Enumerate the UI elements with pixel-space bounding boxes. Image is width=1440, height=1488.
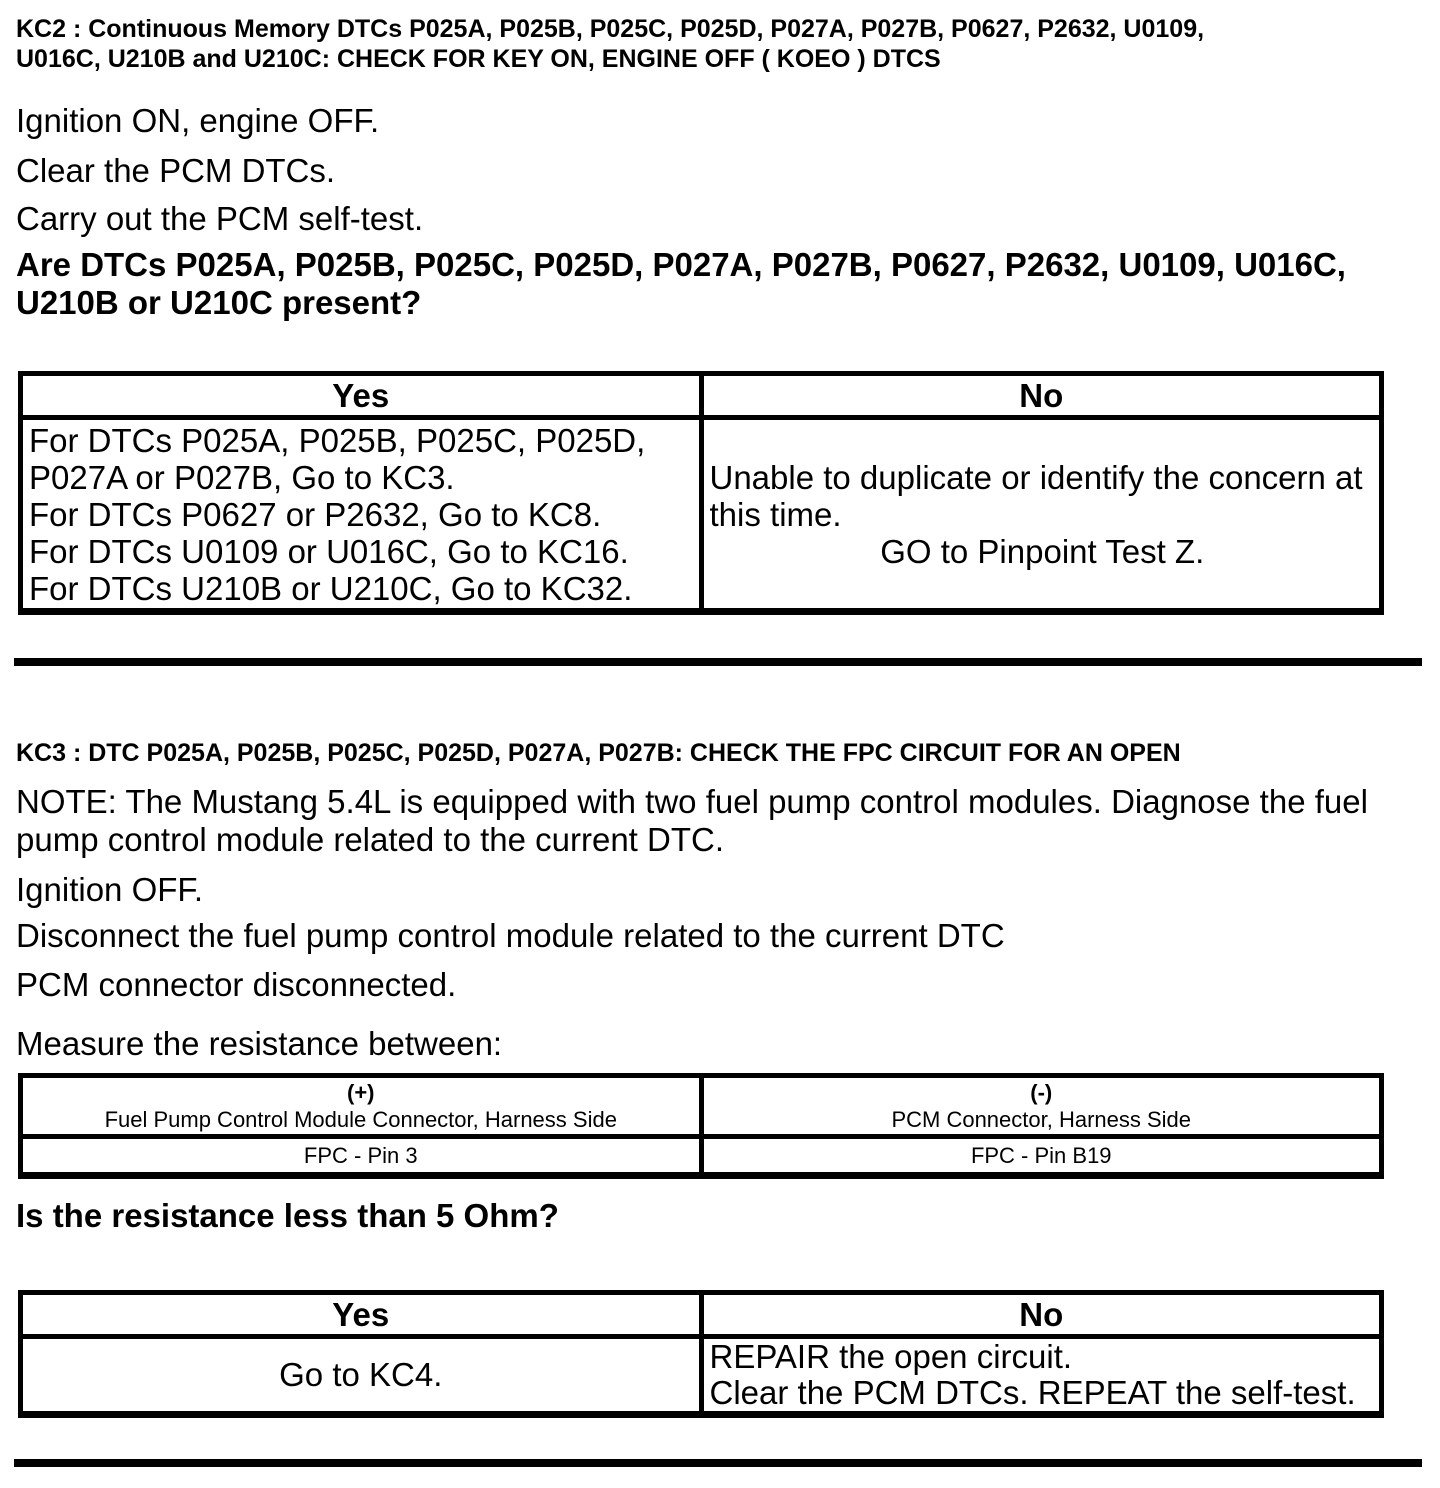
kc3-minus-pin-cell: FPC - Pin B19	[701, 1137, 1382, 1176]
kc2-result-table-header-row	[21, 374, 1382, 418]
kc3-minus-sign: (-)	[1030, 1080, 1053, 1105]
kc3-measurement-header-row	[21, 1076, 1382, 1137]
kc3-result-table-header-row	[21, 1293, 1382, 1337]
bottom-rule	[14, 1459, 1422, 1467]
kc3-no-cell	[701, 1337, 1382, 1415]
kc3-minus-header-cell	[701, 1076, 1382, 1137]
kc2-heading	[16, 14, 1400, 74]
pinpoint-test-document	[0, 14, 1440, 1488]
kc3-heading: KC3 : DTC P025A, P025B, P025C, P025D, P027A, P027B: CHECK THE FPC CIRCUIT FOR AN OPEN	[16, 739, 1181, 767]
kc2-result-table-body-row	[21, 418, 1382, 612]
section-divider-rule	[14, 658, 1422, 666]
kc3-no-header: No	[701, 1293, 1382, 1337]
kc2-yes-header: Yes	[21, 374, 702, 418]
kc3-result-table	[18, 1290, 1384, 1418]
kc3-plus-header-cell	[21, 1076, 702, 1137]
kc3-note: NOTE: The Mustang 5.4L is equipped with two fuel pump control modules. Diagnose the fuel pump control module related to the current DTC.	[16, 783, 1368, 858]
kc3-step-ignition-off: Ignition OFF.	[16, 871, 204, 908]
kc2-yes-action-4: For DTCs U210B or U210C, Go to KC32.	[29, 570, 633, 607]
kc2-yes-action-3: For DTCs U0109 or U016C, Go to KC16.	[29, 533, 629, 570]
kc2-yes-action-1: For DTCs P025A, P025B, P025C, P025D, P027A or P027B, Go to KC3.	[29, 422, 646, 496]
kc3-plus-label: Fuel Pump Control Module Connector, Harness Side	[104, 1107, 617, 1132]
kc3-yes-cell: Go to KC4.	[21, 1337, 702, 1415]
kc2-yes-action-2: For DTCs P0627 or P2632, Go to KC8.	[29, 496, 602, 533]
kc3-step-measure-resistance: Measure the resistance between:	[16, 1025, 503, 1062]
kc2-yes-cell	[21, 418, 702, 612]
kc3-question: Is the resistance less than 5 Ohm?	[16, 1197, 559, 1234]
kc3-result-table-body-row	[21, 1337, 1382, 1415]
kc3-yes-header: Yes	[21, 1293, 702, 1337]
kc2-step-ignition-on: Ignition ON, engine OFF.	[16, 102, 380, 139]
kc3-measurement-pin-row	[21, 1137, 1382, 1176]
kc3-step-pcm-disconnected: PCM connector disconnected.	[16, 966, 457, 1003]
kc2-heading-line2: U016C, U210B and U210C: CHECK FOR KEY ON, ENGINE OFF ( KOEO ) DTCS	[16, 45, 941, 73]
kc2-no-cell	[701, 418, 1382, 612]
kc2-no-header: No	[701, 374, 1382, 418]
kc3-no-action-2: Clear the PCM DTCs. REPEAT the self-test.	[709, 1374, 1356, 1411]
kc3-plus-sign: (+)	[347, 1080, 375, 1105]
kc3-step-disconnect-module: Disconnect the fuel pump control module related to the current DTC	[16, 917, 1005, 954]
kc3-no-action-1: REPAIR the open circuit.	[709, 1338, 1073, 1375]
kc2-result-table	[18, 371, 1384, 615]
kc2-no-action: GO to Pinpoint Test Z.	[880, 532, 1205, 570]
kc3-measurement-table	[18, 1073, 1384, 1179]
kc3-minus-label: PCM Connector, Harness Side	[891, 1107, 1192, 1132]
kc2-heading-line1: KC2 : Continuous Memory DTCs P025A, P025B, P025C, P025D, P027A, P027B, P0627, P2632, U0109,	[16, 15, 1205, 43]
kc2-step-clear-dtcs: Clear the PCM DTCs.	[16, 152, 336, 189]
kc3-plus-pin-cell: FPC - Pin 3	[21, 1137, 702, 1176]
kc2-no-text: Unable to duplicate or identify the concern at this time.	[709, 458, 1363, 533]
kc2-step-self-test: Carry out the PCM self-test.	[16, 200, 424, 237]
kc2-question: Are DTCs P025A, P025B, P025C, P025D, P027A, P027B, P0627, P2632, U0109, U016C, U210B or U210C present?	[16, 246, 1346, 321]
